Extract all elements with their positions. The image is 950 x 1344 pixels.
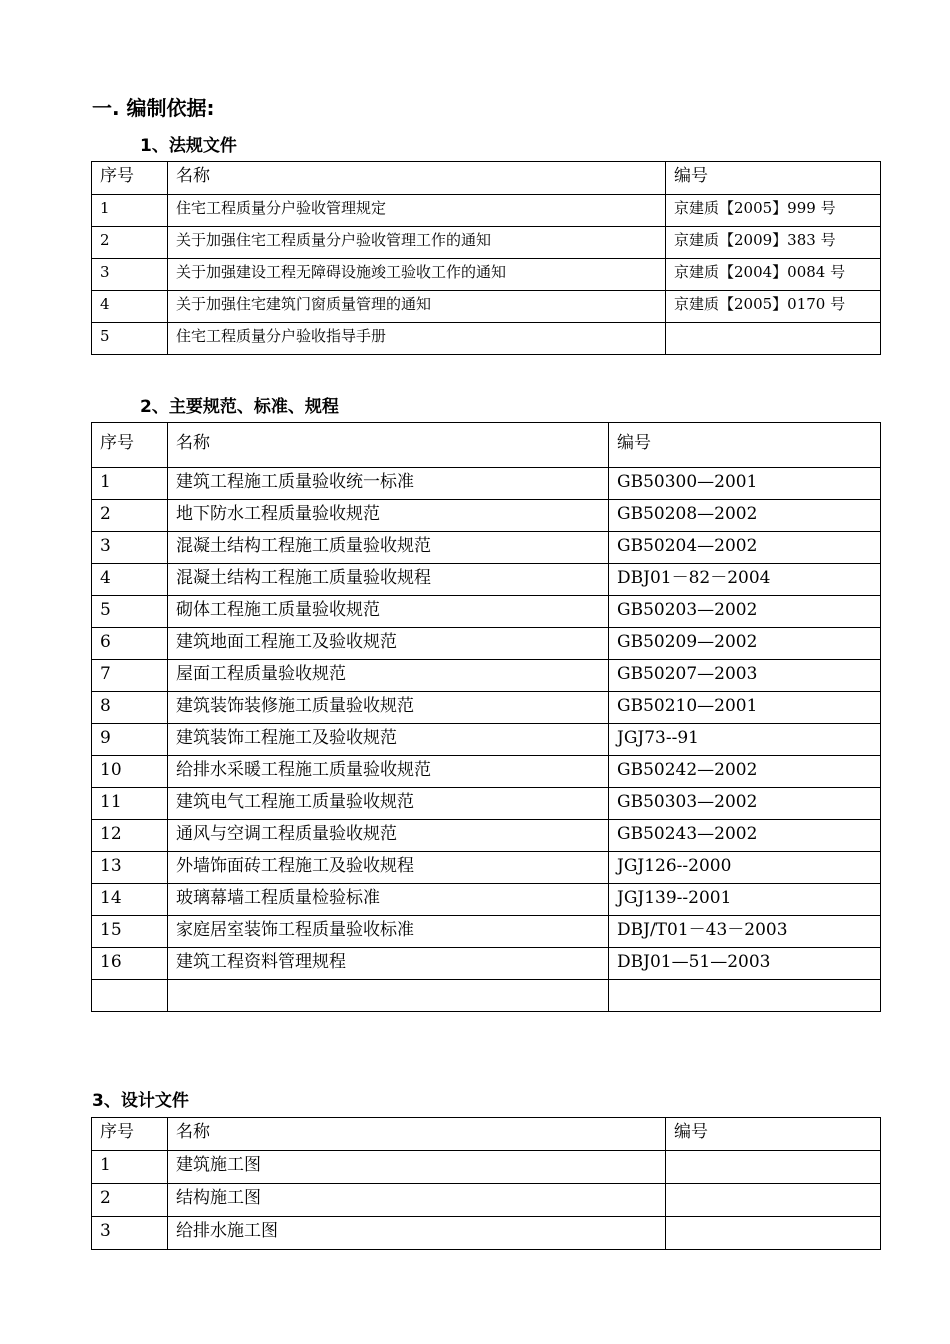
cell-name: 通风与空调工程质量验收规范: [168, 820, 609, 852]
design-table: [91, 1117, 881, 1250]
cell-name: 地下防水工程质量验收规范: [168, 500, 609, 532]
cell-name: 屋面工程质量验收规范: [168, 660, 609, 692]
cell-code: GB50208—2002: [609, 500, 881, 532]
cell-name: 住宅工程质量分户验收管理规定: [168, 195, 666, 227]
table-header-row: [92, 1118, 881, 1151]
standards-table: [91, 422, 881, 1012]
cell-index: 1: [92, 1151, 168, 1184]
header-index: 序号: [92, 423, 168, 468]
cell-index: 4: [92, 564, 168, 596]
cell-code: 京建质【2005】999 号: [666, 195, 881, 227]
cell-name: 建筑地面工程施工及验收规范: [168, 628, 609, 660]
cell-name: 建筑电气工程施工质量验收规范: [168, 788, 609, 820]
cell-index: 4: [92, 291, 168, 323]
cell-name: 混凝土结构工程施工质量验收规范: [168, 532, 609, 564]
cell-code: GB50203—2002: [609, 596, 881, 628]
table-row: [92, 1151, 881, 1184]
table-row: [92, 980, 881, 1012]
cell-code: DBJ01－82－2004: [609, 564, 881, 596]
cell-code: JGJ126--2000: [609, 852, 881, 884]
table-row: [92, 660, 881, 692]
section-title: 一. 编制依据:: [92, 96, 215, 120]
cell-code: GB50303—2002: [609, 788, 881, 820]
cell-index: 5: [92, 596, 168, 628]
cell-name: [168, 980, 609, 1012]
header-index: 序号: [92, 162, 168, 195]
cell-name: 关于加强住宅建筑门窗质量管理的通知: [168, 291, 666, 323]
cell-index: 1: [92, 195, 168, 227]
cell-code: GB50300—2001: [609, 468, 881, 500]
cell-index: 2: [92, 500, 168, 532]
header-code: 编号: [666, 162, 881, 195]
table-row: [92, 948, 881, 980]
table-row: [92, 1217, 881, 1250]
cell-index: 16: [92, 948, 168, 980]
cell-name: 建筑装饰工程施工及验收规范: [168, 724, 609, 756]
cell-name: 建筑装饰装修施工质量验收规范: [168, 692, 609, 724]
cell-name: 玻璃幕墙工程质量检验标准: [168, 884, 609, 916]
cell-index: 2: [92, 227, 168, 259]
table-row: [92, 259, 881, 291]
cell-code: GB50242—2002: [609, 756, 881, 788]
table-row: [92, 291, 881, 323]
cell-code: [666, 1184, 881, 1217]
cell-code: DBJ/T01－43－2003: [609, 916, 881, 948]
header-code: 编号: [666, 1118, 881, 1151]
table-row: [92, 692, 881, 724]
cell-index: 6: [92, 628, 168, 660]
table-row: [92, 468, 881, 500]
cell-index: 5: [92, 323, 168, 355]
cell-name: 建筑工程施工质量验收统一标准: [168, 468, 609, 500]
table-row: [92, 596, 881, 628]
table-row: [92, 852, 881, 884]
cell-code: 京建质【2009】383 号: [666, 227, 881, 259]
cell-name: 住宅工程质量分户验收指导手册: [168, 323, 666, 355]
table-row: [92, 532, 881, 564]
header-name: 名称: [168, 1118, 666, 1151]
table-header-row: [92, 162, 881, 195]
table-row: [92, 195, 881, 227]
cell-index: 9: [92, 724, 168, 756]
table-row: [92, 916, 881, 948]
cell-name: 关于加强建设工程无障碍设施竣工验收工作的通知: [168, 259, 666, 291]
cell-index: 8: [92, 692, 168, 724]
cell-name: 砌体工程施工质量验收规范: [168, 596, 609, 628]
cell-index: 10: [92, 756, 168, 788]
table-row: [92, 564, 881, 596]
table-row: [92, 500, 881, 532]
header-name: 名称: [168, 162, 666, 195]
cell-name: 混凝土结构工程施工质量验收规程: [168, 564, 609, 596]
cell-index: [92, 980, 168, 1012]
cell-index: 11: [92, 788, 168, 820]
cell-name: 关于加强住宅工程质量分户验收管理工作的通知: [168, 227, 666, 259]
cell-index: 3: [92, 532, 168, 564]
cell-code: [666, 323, 881, 355]
cell-name: 结构施工图: [168, 1184, 666, 1217]
cell-name: 外墙饰面砖工程施工及验收规程: [168, 852, 609, 884]
laws-table: [91, 161, 881, 355]
laws-title: 1、法规文件: [140, 136, 237, 156]
table-row: [92, 788, 881, 820]
table-header-row: [92, 423, 881, 468]
cell-code: 京建质【2005】0170 号: [666, 291, 881, 323]
cell-code: JGJ73--91: [609, 724, 881, 756]
cell-index: 7: [92, 660, 168, 692]
table-row: [92, 756, 881, 788]
cell-code: GB50204—2002: [609, 532, 881, 564]
cell-name: 家庭居室装饰工程质量验收标准: [168, 916, 609, 948]
cell-index: 3: [92, 1217, 168, 1250]
cell-code: GB50209—2002: [609, 628, 881, 660]
cell-index: 1: [92, 468, 168, 500]
table-row: [92, 1184, 881, 1217]
table-row: [92, 820, 881, 852]
table-row: [92, 884, 881, 916]
table-row: [92, 628, 881, 660]
table-row: [92, 227, 881, 259]
cell-index: 13: [92, 852, 168, 884]
cell-name: 建筑施工图: [168, 1151, 666, 1184]
header-name: 名称: [168, 423, 609, 468]
cell-index: 15: [92, 916, 168, 948]
header-index: 序号: [92, 1118, 168, 1151]
cell-code: 京建质【2004】0084 号: [666, 259, 881, 291]
table-row: [92, 724, 881, 756]
design-title: 3、设计文件: [92, 1091, 189, 1111]
cell-code: GB50243—2002: [609, 820, 881, 852]
table-row: [92, 323, 881, 355]
cell-code: GB50207—2003: [609, 660, 881, 692]
cell-code: DBJ01—51—2003: [609, 948, 881, 980]
cell-code: [609, 980, 881, 1012]
header-code: 编号: [609, 423, 881, 468]
standards-title: 2、主要规范、标准、规程: [140, 397, 339, 417]
cell-name: 建筑工程资料管理规程: [168, 948, 609, 980]
cell-code: [666, 1151, 881, 1184]
cell-code: JGJ139--2001: [609, 884, 881, 916]
cell-code: [666, 1217, 881, 1250]
cell-index: 2: [92, 1184, 168, 1217]
cell-name: 给排水采暖工程施工质量验收规范: [168, 756, 609, 788]
cell-code: GB50210—2001: [609, 692, 881, 724]
cell-name: 给排水施工图: [168, 1217, 666, 1250]
cell-index: 14: [92, 884, 168, 916]
cell-index: 12: [92, 820, 168, 852]
cell-index: 3: [92, 259, 168, 291]
